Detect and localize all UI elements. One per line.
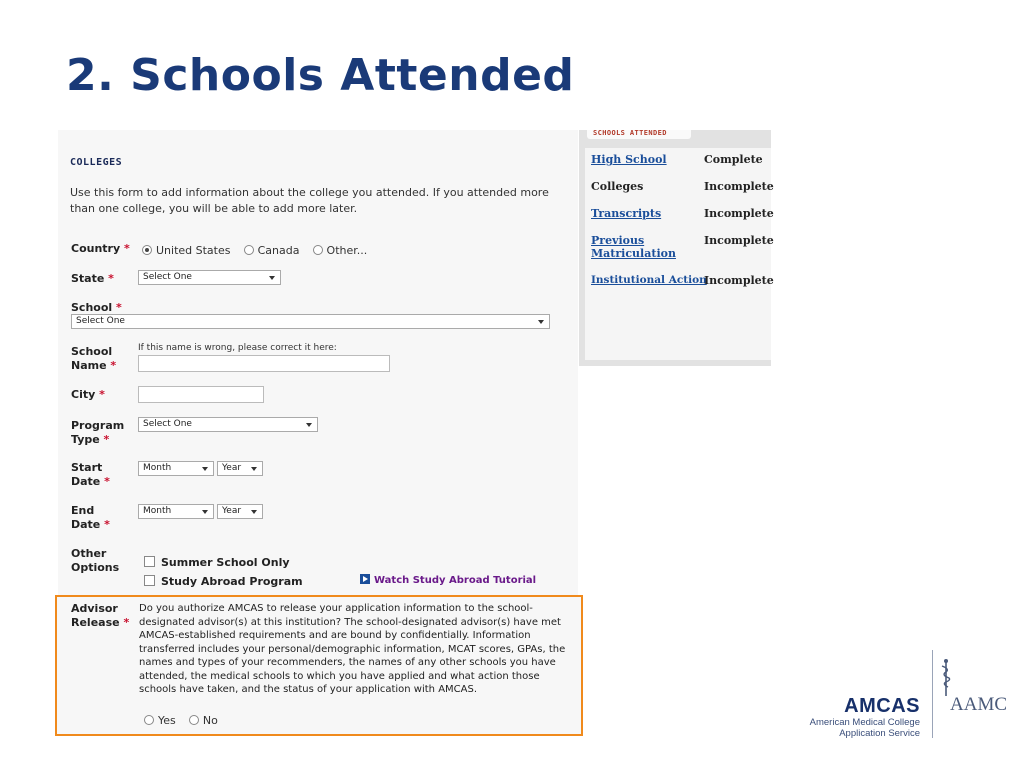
sidebar-item-institutional-action[interactable]: Institutional Action (591, 274, 707, 286)
state-label: State * (71, 272, 114, 285)
summer-school-checkbox[interactable] (144, 556, 155, 567)
sidebar-item-colleges: Colleges (591, 180, 644, 193)
country-us-radio[interactable] (142, 245, 152, 255)
status-badge: Incomplete (704, 234, 774, 247)
slide-title: 2. Schools Attended (66, 50, 575, 101)
country-us-label: United States (156, 244, 231, 257)
advisor-yes-radio[interactable] (144, 715, 154, 725)
study-abroad-tutorial (360, 568, 536, 587)
other-options-label: Other Options (71, 547, 120, 574)
aamc-logo-text: AAMC (950, 694, 1008, 715)
sidebar-item-previous-matriculation[interactable]: Previous Matriculation (591, 234, 676, 260)
school-name-label: School Name * (71, 345, 117, 372)
chevron-down-icon (202, 467, 208, 471)
logo-divider (932, 650, 933, 738)
amcas-aamc-logo (806, 648, 1016, 743)
study-abroad-option (144, 570, 303, 589)
sidebar-item-transcripts[interactable]: Transcripts (591, 207, 662, 220)
chevron-down-icon (538, 320, 544, 324)
start-year-select[interactable]: Year (217, 461, 263, 476)
section-heading: COLLEGES (70, 157, 123, 168)
country-radio-group (142, 242, 375, 258)
chevron-down-icon (202, 510, 208, 514)
study-abroad-label: Study Abroad Program (161, 575, 303, 588)
end-year-select[interactable]: Year (217, 504, 263, 519)
school-select[interactable]: Select One (71, 314, 550, 329)
program-type-select[interactable]: Select One (138, 417, 318, 432)
study-abroad-tutorial-link[interactable]: Watch Study Abroad Tutorial (374, 575, 537, 586)
schools-attended-sidebar (579, 130, 774, 366)
chevron-down-icon (269, 276, 275, 280)
school-label: School * (71, 301, 122, 314)
end-date-label: End Date * (71, 504, 110, 531)
chevron-down-icon (251, 510, 257, 514)
summer-school-label: Summer School Only (161, 556, 290, 569)
advisor-release-section (55, 595, 583, 736)
amcas-logo-text: AMCAS (844, 695, 920, 717)
city-label: City * (71, 388, 105, 401)
country-label: Country * (71, 242, 130, 255)
status-badge: Incomplete (704, 180, 774, 193)
status-badge: Complete (704, 153, 763, 166)
end-month-select[interactable]: Month (138, 504, 214, 519)
status-badge: Incomplete (704, 207, 774, 220)
school-name-input[interactable] (138, 355, 390, 372)
advisor-release-question: Do you authorize AMCAS to release your application information to the school-designated advisor(s) at this institution? The school-designated advisor(s) have met AMCAS-established requirements and are bound by confidentially. Information transferred includes your personal/demographic information, MCAT scores, GPAs, the names and types of your recommenders, the names of any other schools you have attended, the medical schools to which you have applied and what action those schools have taken, and the status of your application with AMCAS. (139, 603, 566, 695)
play-video-icon[interactable] (360, 574, 370, 584)
intro-text: Use this form to add information about the college you attended. If you attended more than one college, you will be able to add more later. (70, 186, 549, 215)
advisor-no-radio[interactable] (189, 715, 199, 725)
caduceus-icon (938, 658, 954, 698)
country-canada-radio[interactable] (244, 245, 254, 255)
study-abroad-checkbox[interactable] (144, 575, 155, 586)
city-input[interactable] (138, 386, 264, 403)
country-other-radio[interactable] (313, 245, 323, 255)
sidebar-item-high-school[interactable]: High School (591, 153, 667, 166)
school-name-hint: If this name is wrong, please correct it here: (138, 343, 337, 353)
advisor-no-label: No (202, 714, 218, 727)
chevron-down-icon (251, 467, 257, 471)
status-badge: Incomplete (704, 274, 774, 287)
sidebar-nav (585, 148, 774, 360)
required-marker: * (124, 242, 130, 255)
advisor-release-radio-group (144, 712, 226, 727)
country-canada-label: Canada (257, 244, 300, 257)
sidebar-tab[interactable]: SCHOOLS ATTENDED (587, 130, 691, 139)
state-select[interactable]: Select One (138, 270, 281, 285)
program-type-label: Program Type * (71, 419, 125, 446)
advisor-release-label: Advisor Release * (71, 602, 130, 629)
chevron-down-icon (306, 423, 312, 427)
start-month-select[interactable]: Month (138, 461, 214, 476)
start-date-label: Start Date * (71, 461, 110, 488)
country-other-label: Other... (326, 244, 368, 257)
amcas-logo-subtitle: American Medical College Application Service (809, 717, 920, 739)
summer-school-option (144, 551, 290, 570)
advisor-yes-label: Yes (158, 714, 176, 727)
